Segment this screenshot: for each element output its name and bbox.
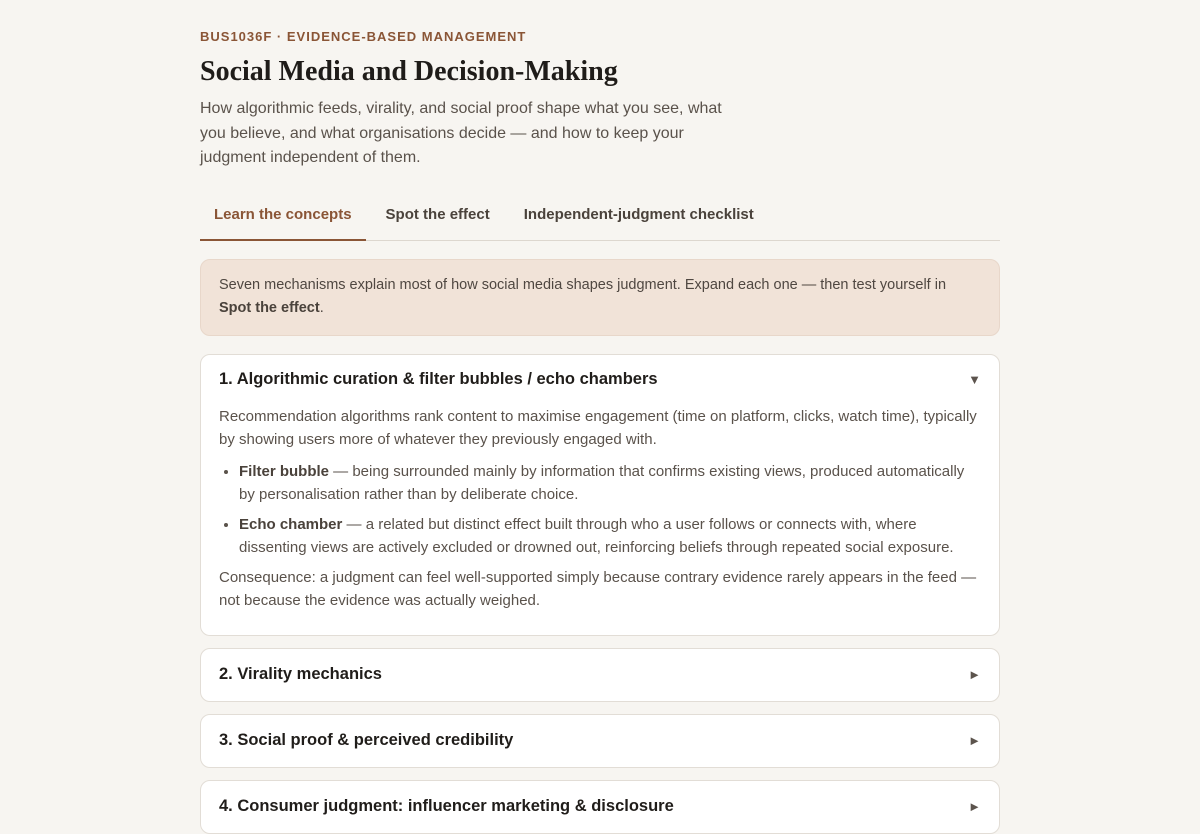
- tab-bar: [200, 202, 1000, 241]
- caret-right-icon: ►: [968, 733, 981, 748]
- page-title: Social Media and Decision-Making: [200, 56, 618, 87]
- accordion-item-algorithmic-curation: [200, 354, 1000, 636]
- page: [200, 0, 1000, 834]
- callout-link-spot-the-effect[interactable]: Spot the effect: [219, 299, 320, 316]
- list-item: [239, 460, 981, 507]
- term-definition: — a related but distinct effect built through who a user follows or connects with, where dissenting views are actively excluded or drowned out, reinforcing beliefs through repeated social exposure.: [239, 515, 954, 556]
- accordion-title: 2. Virality mechanics: [219, 665, 382, 683]
- accordion-header-2[interactable]: [201, 649, 999, 701]
- tab-spot-the-effect[interactable]: Spot the effect: [385, 205, 490, 223]
- concept-list: [219, 460, 981, 560]
- accordion-title: 3. Social proof & perceived credibility: [219, 731, 514, 749]
- intro-callout: [200, 259, 1000, 336]
- accordion-body-1: [201, 405, 999, 635]
- caret-right-icon: ►: [968, 799, 981, 814]
- course-code: BUS1036F · EVIDENCE-BASED MANAGEMENT: [200, 29, 527, 44]
- caret-down-icon: ▼: [968, 372, 981, 387]
- tab-independent-judgment-checklist[interactable]: Independent-judgment checklist: [523, 205, 754, 223]
- callout-text: Seven mechanisms explain most of how social media shapes judgment. Expand each one — then test yourself in: [219, 276, 947, 293]
- caret-right-icon: ►: [968, 667, 981, 682]
- accordion-consequence: Consequence: a judgment can feel well-supported simply because contrary evidence rarely appears in the feed — not because the evidence was actually weighed.: [219, 568, 977, 609]
- term-echo-chamber: Echo chamber: [239, 515, 343, 533]
- accordion-header-1[interactable]: [201, 355, 999, 405]
- accordion-item-consumer-judgment: [200, 780, 1000, 834]
- accordion-title: 1. Algorithmic curation & filter bubbles / echo chambers: [219, 370, 658, 388]
- accordion-item-social-proof: [200, 714, 1000, 768]
- callout-end: .: [319, 299, 324, 316]
- list-item: [239, 513, 981, 560]
- accordion-title: 4. Consumer judgment: influencer marketing & disclosure: [219, 797, 674, 815]
- page-subtitle: How algorithmic feeds, virality, and social proof shape what you see, what you believe, and what organisations decide — and how to keep your judgment independent of them.: [200, 100, 722, 166]
- accordion-item-virality: [200, 648, 1000, 702]
- accordion-intro: Recommendation algorithms rank content to maximise engagement (time on platform, clicks, watch time), typically by showing users more of whatever they previously engaged with.: [219, 407, 977, 448]
- term-filter-bubble: Filter bubble: [239, 462, 329, 480]
- accordion-header-4[interactable]: [201, 781, 999, 833]
- accordion-header-3[interactable]: [201, 715, 999, 767]
- tab-learn-the-concepts[interactable]: Learn the concepts: [200, 202, 366, 241]
- term-definition: — being surrounded mainly by information that confirms existing views, produced automatically by personalisation rather than by deliberate choice.: [239, 462, 965, 503]
